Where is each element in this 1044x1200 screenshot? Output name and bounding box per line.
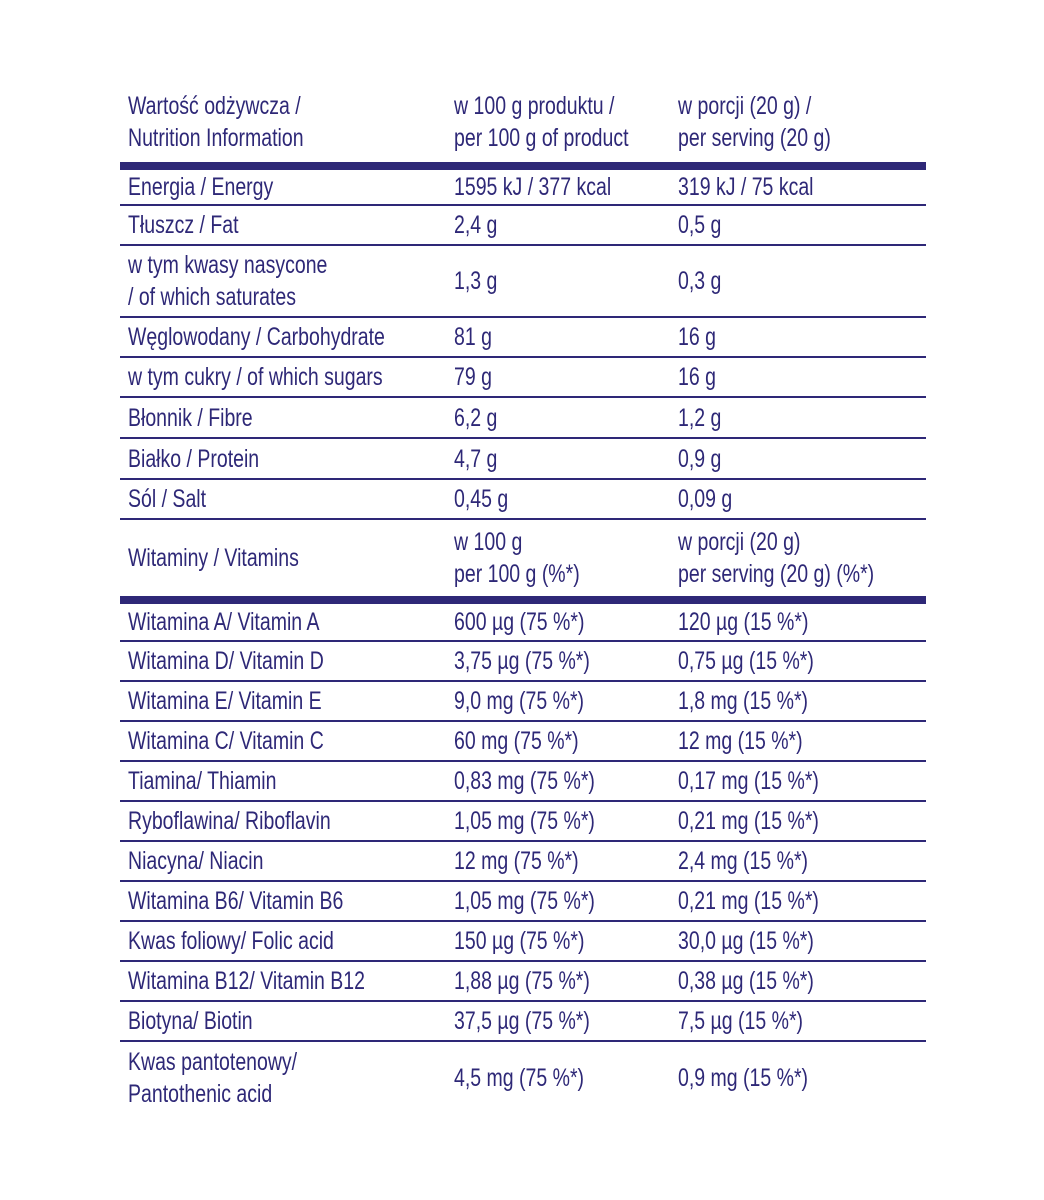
header-col-nutrient: Wartość odżywcza / Nutrition Information (128, 92, 304, 152)
table-row (120, 604, 926, 642)
table-row (120, 439, 926, 480)
serving-value: 1,2 g (678, 403, 722, 432)
table-row (120, 762, 926, 802)
table-row (120, 882, 926, 922)
table-row (120, 318, 926, 358)
vitamin-name: Ryboflawina/ Riboflavin (128, 807, 331, 835)
table-row (120, 206, 926, 246)
serving-value: 0,5 g (678, 211, 722, 239)
per100-value: 79 g (454, 363, 492, 391)
per100-value: 1,05 mg (75 %*) (454, 807, 595, 835)
vitamins-header-per100: w 100 g per 100 g (%*) (454, 528, 580, 588)
per100-value: 37,5 µg (75 %*) (454, 1007, 590, 1035)
table-row (120, 802, 926, 842)
serving-value: 16 g (678, 363, 716, 391)
per100-value: 0,83 mg (75 %*) (454, 767, 595, 795)
serving-value: 12 mg (15 %*) (678, 727, 803, 755)
table-row (120, 842, 926, 882)
serving-value: 0,21 mg (15 %*) (678, 887, 819, 915)
vitamin-name: Witamina D/ Vitamin D (128, 647, 324, 675)
table-row (120, 722, 926, 762)
serving-value: 319 kJ / 75 kcal (678, 173, 814, 201)
serving-value: 0,9 mg (15 %*) (678, 1064, 809, 1092)
serving-value: 1,8 mg (15 %*) (678, 687, 809, 715)
per100-value: 600 µg (75 %*) (454, 608, 585, 636)
per100-value: 4,7 g (454, 444, 498, 473)
vitamins-header-serving: w porcji (20 g) per serving (20 g) (%*) (678, 528, 875, 588)
vitamin-name: Witamina C/ Vitamin C (128, 727, 324, 755)
table-row (120, 1002, 926, 1042)
per100-value: 1,88 µg (75 %*) (454, 967, 590, 995)
serving-value: 0,3 g (678, 267, 722, 295)
serving-value: 0,17 mg (15 %*) (678, 767, 819, 795)
serving-value: 0,09 g (678, 485, 733, 513)
per100-value: 1,3 g (454, 267, 498, 295)
per100-value: 60 mg (75 %*) (454, 727, 579, 755)
vitamins-header-name: Witaminy / Vitamins (128, 544, 299, 572)
per100-value: 150 µg (75 %*) (454, 927, 585, 955)
table-row (120, 358, 926, 398)
per100-value: 1595 kJ / 377 kcal (454, 173, 612, 201)
nutrient-name: Białko / Protein (128, 444, 260, 473)
per100-value: 12 mg (75 %*) (454, 847, 579, 875)
table-row (120, 170, 926, 206)
serving-value: 16 g (678, 323, 716, 351)
table-row (120, 246, 926, 318)
table-row (120, 480, 926, 520)
nutrient-name: Energia / Energy (128, 173, 274, 201)
per100-value: 1,05 mg (75 %*) (454, 887, 595, 915)
vitamin-name: Niacyna/ Niacin (128, 847, 264, 875)
serving-value: 0,38 µg (15 %*) (678, 967, 814, 995)
per100-value: 3,75 µg (75 %*) (454, 647, 590, 675)
serving-value: 7,5 µg (15 %*) (678, 1007, 804, 1035)
per100-value: 4,5 mg (75 %*) (454, 1064, 585, 1092)
vitamin-name: Kwas foliowy/ Folic acid (128, 927, 334, 955)
serving-value: 0,75 µg (15 %*) (678, 647, 814, 675)
per100-value: 81 g (454, 323, 492, 351)
vitamin-name: Witamina B6/ Vitamin B6 (128, 887, 344, 915)
nutrient-name: w tym kwasy nasycone / of which saturates (128, 251, 328, 311)
table-row (120, 642, 926, 682)
per100-value: 9,0 mg (75 %*) (454, 687, 585, 715)
header-col-serving: w porcji (20 g) / per serving (20 g) (678, 92, 831, 152)
serving-value: 0,21 mg (15 %*) (678, 807, 819, 835)
serving-value: 120 µg (15 %*) (678, 608, 809, 636)
nutrient-name: Węglowodany / Carbohydrate (128, 323, 385, 351)
serving-value: 2,4 mg (15 %*) (678, 847, 809, 875)
table-row (120, 922, 926, 962)
vitamin-name: Witamina B12/ Vitamin B12 (128, 967, 366, 995)
vitamin-name: Kwas pantotenowy/ Pantothenic acid (128, 1048, 298, 1108)
serving-value: 30,0 µg (15 %*) (678, 927, 814, 955)
nutrient-name: Tłuszcz / Fat (128, 211, 239, 239)
vitamin-name: Witamina A/ Vitamin A (128, 608, 320, 636)
vitamins-header (120, 520, 926, 604)
nutrient-name: Błonnik / Fibre (128, 403, 253, 432)
per100-value: 0,45 g (454, 485, 509, 513)
table-row (120, 682, 926, 722)
per100-value: 2,4 g (454, 211, 498, 239)
table-header (120, 88, 926, 170)
table-row (120, 398, 926, 439)
nutrient-name: Sól / Salt (128, 485, 207, 513)
vitamin-name: Witamina E/ Vitamin E (128, 687, 322, 715)
nutrient-name: w tym cukry / of which sugars (128, 363, 383, 391)
table-row (120, 962, 926, 1002)
serving-value: 0,9 g (678, 444, 722, 473)
vitamin-name: Tiamina/ Thiamin (128, 767, 277, 795)
vitamin-name: Biotyna/ Biotin (128, 1007, 253, 1035)
per100-value: 6,2 g (454, 403, 498, 432)
table-row (120, 1042, 926, 1114)
header-col-per100: w 100 g produktu / per 100 g of product (454, 92, 629, 152)
